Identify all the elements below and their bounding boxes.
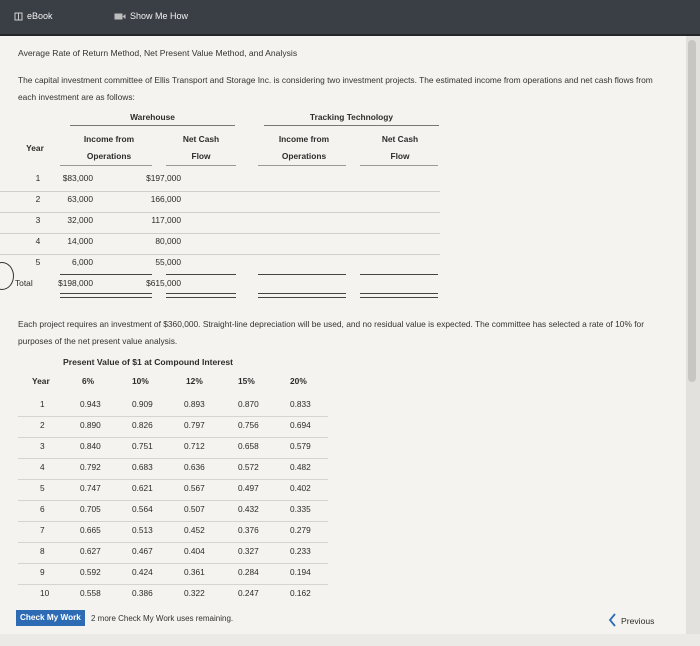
pv-factor-cell: 0.404	[184, 546, 205, 556]
pv-header-20: 20%	[290, 376, 307, 386]
pv-year-cell: 3	[40, 441, 45, 451]
pv-factor-cell: 0.507	[184, 504, 205, 514]
pv-factor-cell: 0.694	[290, 420, 311, 430]
ebook-icon	[14, 12, 23, 21]
pv-factor-cell: 0.826	[132, 420, 153, 430]
warehouse-header: Warehouse	[130, 112, 175, 122]
pv-year-cell: 10	[40, 588, 50, 598]
t-income-header-1: Income from	[278, 134, 330, 144]
t-cash-cell: $197,000	[146, 173, 181, 183]
pv-factor-cell: 0.386	[132, 588, 153, 598]
pv-factor-cell: 0.792	[80, 462, 101, 472]
pv-table-row	[18, 395, 328, 416]
show-me-how-tab[interactable]	[114, 11, 188, 21]
pv-factor-cell: 0.247	[238, 588, 259, 598]
tracking-header: Tracking Technology	[309, 112, 394, 122]
pv-factor-cell: 0.658	[238, 441, 259, 451]
t-income-total: $198,000	[58, 278, 93, 288]
year-cell: 4	[35, 236, 41, 246]
problem-content	[0, 36, 688, 634]
t-cash-cell: 166,000	[150, 194, 181, 204]
w-cash-header-2: Flow	[191, 151, 211, 161]
t-cash-cell: 80,000	[155, 236, 181, 246]
pv-factor-cell: 0.467	[132, 546, 153, 556]
year-column-header: Year	[26, 143, 44, 153]
w-income-header-2: Operations	[86, 151, 132, 161]
top-toolbar	[0, 0, 700, 36]
pv-year-cell: 1	[40, 399, 45, 409]
ebook-tab-label: eBook	[27, 11, 53, 21]
pv-header-year: Year	[32, 376, 50, 386]
t-income-cell: 6,000	[72, 257, 93, 267]
pv-year-cell: 5	[40, 483, 45, 493]
pv-factor-cell: 0.327	[238, 546, 259, 556]
pv-factor-cell: 0.705	[80, 504, 101, 514]
t-cash-cell: 117,000	[151, 215, 181, 225]
t-income-cell: 14,000	[67, 236, 93, 246]
w-income-header-rule	[60, 165, 152, 166]
year-cell: 3	[35, 215, 41, 225]
t-income-double-rule	[258, 293, 346, 298]
pv-table-row	[18, 542, 328, 563]
pv-factor-cell: 0.627	[80, 546, 101, 556]
problem-paragraph-2: Each project requires an investment of $360,000. Straight-line depreciation will be used, and no residual value is expected. The committee has selected a rate of 10% for purposes of the net present value analysis.	[18, 319, 645, 346]
pv-table-row	[18, 458, 328, 479]
year-cell: 5	[35, 257, 41, 267]
previous-label: Previous	[621, 616, 655, 626]
t-cash-header-2: Flow	[390, 151, 410, 161]
pv-year-cell: 2	[40, 420, 45, 430]
pv-factor-cell: 0.497	[238, 483, 259, 493]
t-cash-cell: 55,000	[155, 257, 181, 267]
pv-factor-cell: 0.636	[184, 462, 205, 472]
table-row	[0, 191, 440, 212]
investment-table	[0, 36, 688, 306]
pv-factor-cell: 0.943	[80, 399, 101, 409]
pv-factor-cell: 0.162	[290, 588, 311, 598]
pv-factor-cell: 0.592	[80, 567, 101, 577]
pv-header-12: 12%	[186, 376, 203, 386]
pv-table-row	[18, 479, 328, 500]
total-label: Total	[15, 278, 33, 288]
pv-table-row	[18, 584, 328, 605]
video-icon	[114, 12, 126, 21]
w-cash-header-1: Net Cash	[182, 134, 220, 144]
scrollbar-thumb[interactable]	[688, 40, 696, 382]
t-income-header-2: Operations	[281, 151, 327, 161]
pv-factor-cell: 0.909	[132, 399, 153, 409]
table-row	[0, 170, 440, 191]
problem-intro: The capital investment committee of Ellis Transport and Storage Inc. is considering two investment projects. The estimated income from operations and net cash flows from each investment are as follows:	[18, 75, 653, 102]
pv-factor-cell: 0.833	[290, 399, 311, 409]
pv-factor-cell: 0.621	[132, 483, 153, 493]
pv-table-row	[18, 521, 328, 542]
pv-factor-cell: 0.665	[80, 525, 101, 535]
pv-factor-cell: 0.747	[80, 483, 101, 493]
pv-factor-cell: 0.194	[290, 567, 311, 577]
t-income-header-rule	[258, 165, 346, 166]
pv-factor-cell: 0.279	[290, 525, 311, 535]
pv-header-10: 10%	[132, 376, 149, 386]
pv-header-15: 15%	[238, 376, 255, 386]
year-cell: 1	[35, 173, 41, 183]
show-me-how-label: Show Me How	[130, 11, 189, 21]
pv-factor-cell: 0.840	[80, 441, 101, 451]
t-cash-double-rule	[360, 293, 438, 298]
pv-year-cell: 7	[40, 525, 45, 535]
table-row	[0, 212, 440, 233]
t-cash-total: $615,000	[146, 278, 181, 288]
problem-title: Average Rate of Return Method, Net Present Value Method, and Analysis	[18, 48, 298, 58]
previous-button[interactable]	[602, 612, 660, 630]
table-row	[0, 233, 440, 254]
pv-factor-cell: 0.870	[238, 399, 259, 409]
pv-factor-cell: 0.513	[132, 525, 153, 535]
t-cash-header-rule	[360, 165, 438, 166]
tracking-header-rule	[264, 125, 439, 126]
pv-factor-cell: 0.361	[184, 567, 205, 577]
year-cell: 2	[35, 194, 41, 204]
w-income-header-1: Income from	[83, 134, 135, 144]
pv-factor-cell: 0.402	[290, 483, 311, 493]
pv-table-row	[18, 563, 328, 584]
w-income-double-rule	[60, 293, 152, 298]
pv-factor-cell: 0.797	[184, 420, 205, 430]
ebook-tab[interactable]	[14, 11, 53, 21]
pv-table-row	[18, 437, 328, 458]
w-cash-double-rule	[166, 293, 236, 298]
pv-factor-cell: 0.890	[80, 420, 101, 430]
pv-factor-cell: 0.564	[132, 504, 153, 514]
pv-factor-cell: 0.558	[80, 588, 101, 598]
w-cash-header-rule	[166, 165, 236, 166]
pv-year-cell: 4	[40, 462, 45, 472]
pv-year-cell: 9	[40, 567, 45, 577]
pv-factor-cell: 0.233	[290, 546, 311, 556]
warehouse-header-rule	[70, 125, 235, 126]
footer-bar	[0, 604, 688, 634]
pv-factor-cell: 0.376	[238, 525, 259, 535]
pv-factor-cell: 0.572	[238, 462, 259, 472]
pv-factor-cell: 0.432	[238, 504, 259, 514]
table-row	[0, 254, 440, 275]
pv-table-row	[18, 500, 328, 521]
pv-factor-cell: 0.756	[238, 420, 259, 430]
scrollbar[interactable]	[686, 36, 700, 634]
pv-factor-cell: 0.424	[132, 567, 153, 577]
t-cash-header-1: Net Cash	[381, 134, 419, 144]
pv-factor-cell: 0.751	[132, 441, 153, 451]
pv-factor-cell: 0.579	[290, 441, 311, 451]
pv-factor-cell: 0.322	[184, 588, 205, 598]
chevron-left-icon	[608, 613, 617, 629]
pv-factor-cell: 0.893	[184, 399, 205, 409]
pv-factor-cell: 0.567	[184, 483, 205, 493]
pv-factor-cell: 0.683	[132, 462, 153, 472]
pv-factor-cell: 0.712	[184, 441, 205, 451]
check-my-work-button[interactable]: Check My Work	[16, 610, 85, 626]
pv-table-title: Present Value of $1 at Compound Interest	[63, 357, 234, 367]
pv-year-cell: 8	[40, 546, 45, 556]
t-income-cell: 32,000	[67, 215, 93, 225]
pv-header-6: 6%	[82, 376, 95, 386]
pv-factor-cell: 0.335	[290, 504, 311, 514]
pv-table-row	[18, 416, 328, 437]
t-income-cell: 63,000	[67, 194, 93, 204]
pv-factor-cell: 0.482	[290, 462, 311, 472]
pv-factor-cell: 0.284	[238, 567, 259, 577]
remaining-checks-text: 2 more Check My Work uses remaining.	[91, 614, 234, 623]
pv-year-cell: 6	[40, 504, 45, 514]
t-income-cell: $83,000	[62, 173, 93, 183]
pv-factor-cell: 0.452	[184, 525, 205, 535]
